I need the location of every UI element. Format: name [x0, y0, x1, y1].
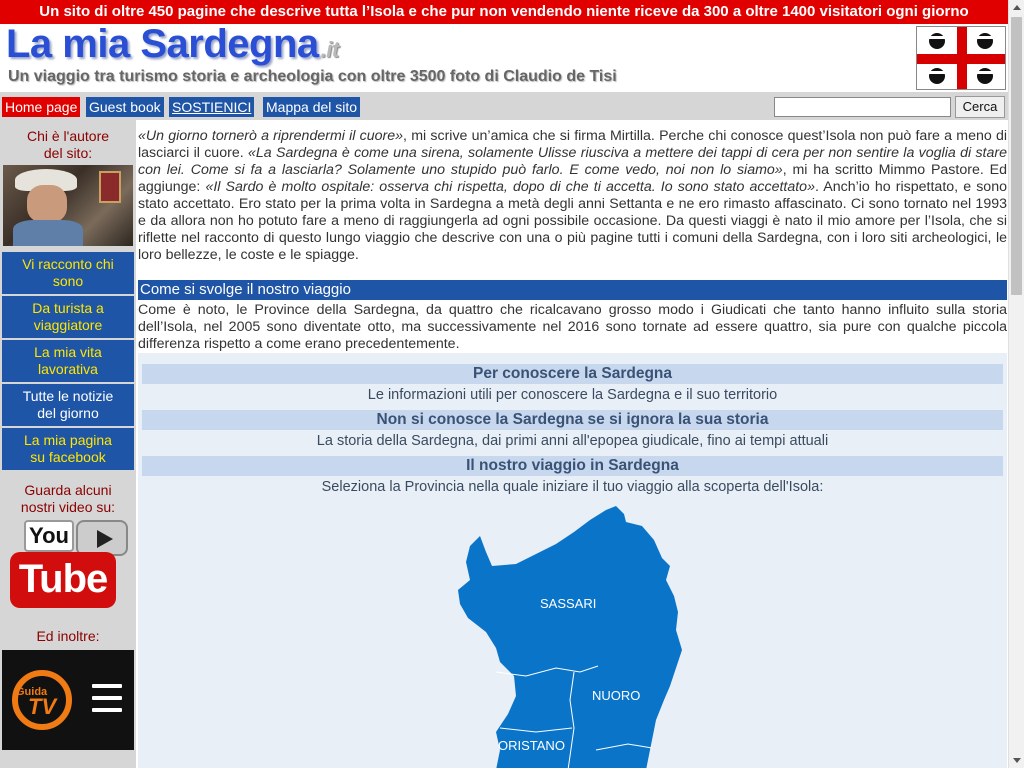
scroll-down-arrow-icon[interactable]	[1009, 752, 1024, 768]
panel-heading-storia[interactable]: Non si conosce la Sardegna se si ignora la sua storia	[142, 410, 1003, 430]
guida-tv-guida-text: Guida	[16, 686, 48, 698]
panel-desc-storia[interactable]: La storia della Sardegna, dai primi anni all'epopea giudicale, fino ai tempi attuali	[316, 433, 829, 449]
panel-heading-viaggio: Il nostro viaggio in Sardegna	[142, 456, 1003, 476]
sardinia-map	[456, 500, 692, 768]
nav-home-page[interactable]: Home page	[2, 97, 80, 117]
sidebar-link-turista-viaggiatore[interactable]: Da turista a viaggiatore	[2, 296, 134, 338]
author-photo[interactable]	[3, 165, 133, 246]
banner-text: Un sito di oltre 450 pagine che descrive tutta l’Isola e che pur non vendendo niente riceve da 300 a oltre 1400 visitatori ogni giorno	[39, 3, 969, 20]
search-input[interactable]	[774, 97, 951, 117]
nav-guest-book[interactable]: Guest book	[86, 97, 164, 117]
sidebar-link-chi-sono[interactable]: Vi racconto chi sono	[2, 252, 134, 294]
site-title-tld: .it	[320, 37, 339, 62]
guida-tv-tv-text: TV	[28, 694, 57, 719]
scroll-thumb[interactable]	[1011, 17, 1022, 295]
youtube-logo-icon[interactable]	[10, 520, 128, 610]
panel-desc-conoscere[interactable]: Le informazioni utili per conoscere la Sardegna e il suo territorio	[367, 387, 778, 403]
nav-sostienici[interactable]: SOSTIENICI	[169, 97, 254, 117]
sidebar-link-vita-lavorativa[interactable]: La mia vita lavorativa	[2, 340, 134, 382]
search-button[interactable]: Cerca	[955, 96, 1005, 118]
panel-desc-viaggio: Seleziona la Provincia nella quale iniziare il tuo viaggio alla scoperta dell'Isola:	[321, 479, 824, 495]
site-header	[0, 24, 1008, 92]
video-heading: Guarda alcuni nostri video su:	[20, 482, 116, 515]
sardinia-flag-icon	[916, 26, 1006, 90]
youtube-you-text: You	[24, 520, 74, 552]
main-content	[138, 120, 1008, 768]
sidebar-link-facebook[interactable]: La mia pagina su facebook	[2, 428, 134, 470]
left-sidebar	[0, 120, 136, 768]
site-subtitle: Un viaggio tra turismo storia e archeologia con oltre 3500 foto di Claudio de Tisi	[8, 68, 617, 85]
play-icon	[76, 520, 128, 556]
section-title: Come si svolge il nostro viaggio	[138, 280, 1007, 300]
youtube-tube-text: Tube	[10, 552, 116, 608]
vertical-scrollbar[interactable]	[1008, 0, 1024, 768]
extra-heading: Ed inoltre:	[36, 628, 100, 644]
province-nuoro[interactable]: NUORO	[592, 688, 641, 703]
site-title-text: La mia Sardegna	[6, 22, 319, 66]
menu-icon[interactable]	[92, 684, 122, 712]
top-banner	[0, 0, 1008, 24]
panel-heading-conoscere[interactable]: Per conoscere la Sardegna	[142, 364, 1003, 384]
intro-paragraph: «Un giorno tornerò a riprendermi il cuore», mi scrive un’amica che si firma Mirtilla. Perche chi conosce quest’Isola non può fare a meno di lasciarci il cuore. «La Sardegna è come una sirena, solamente Ulisse riusciva a mettere dei tappi di cera per non sentire la voglia di stare con lei. Come si fa a lasciarla? Solamente uno stupido può farlo. E come vedo, noi non lo siamo», mi ha scritto Mimmo Pastore. Ed aggiunge: «Il Sardo è molto ospitale: osserva chi rispetta, dopo di che ti accetta. Io sono stato accettato». Anch’io ho rispettato, e sono stato accettato. Ero stato per la prima volta in Sardegna a metà degli anni Settanta e ne ero rimasto affascinato. Ci sono tornato nel 1993 e da allora non ho potuto fare a meno di raggiungerla ad ogni possibile occasione. Da questi viaggi è nato il mio amore per l’Isola, che si riflette nel racconto di questo lungo viaggio che descrive con una o più pagine tutti i comuni della Sardegna, con i loro siti archeologici, le loro bellezze, le coste e le spiagge.	[138, 128, 1008, 263]
scroll-up-arrow-icon[interactable]	[1009, 0, 1024, 16]
site-logo-title[interactable]	[6, 22, 339, 67]
author-heading: Chi è l'autore del sito:	[26, 128, 110, 161]
sidebar-link-notizie-giorno[interactable]: Tutte le notizie del giorno	[2, 384, 134, 426]
nav-bar	[0, 92, 1008, 120]
nav-site-map[interactable]: Mappa del sito	[263, 97, 360, 117]
province-sassari[interactable]: SASSARI	[540, 596, 597, 611]
province-oristano[interactable]: ORISTANO	[498, 738, 565, 753]
guida-tv-banner[interactable]	[2, 650, 134, 750]
section-paragraph: Come è noto, le Province della Sardegna, da quattro che ricalcavano grosso modo i Giudicati che tanto hanno influito sulla storia dell’Isola, nel 2005 sono diventate otto, ma successivamente nel 2016 sono tornate ad essere quattro, sia pure con qualche piccola differenza rispetto a come erano precedentemente.	[138, 302, 1007, 352]
